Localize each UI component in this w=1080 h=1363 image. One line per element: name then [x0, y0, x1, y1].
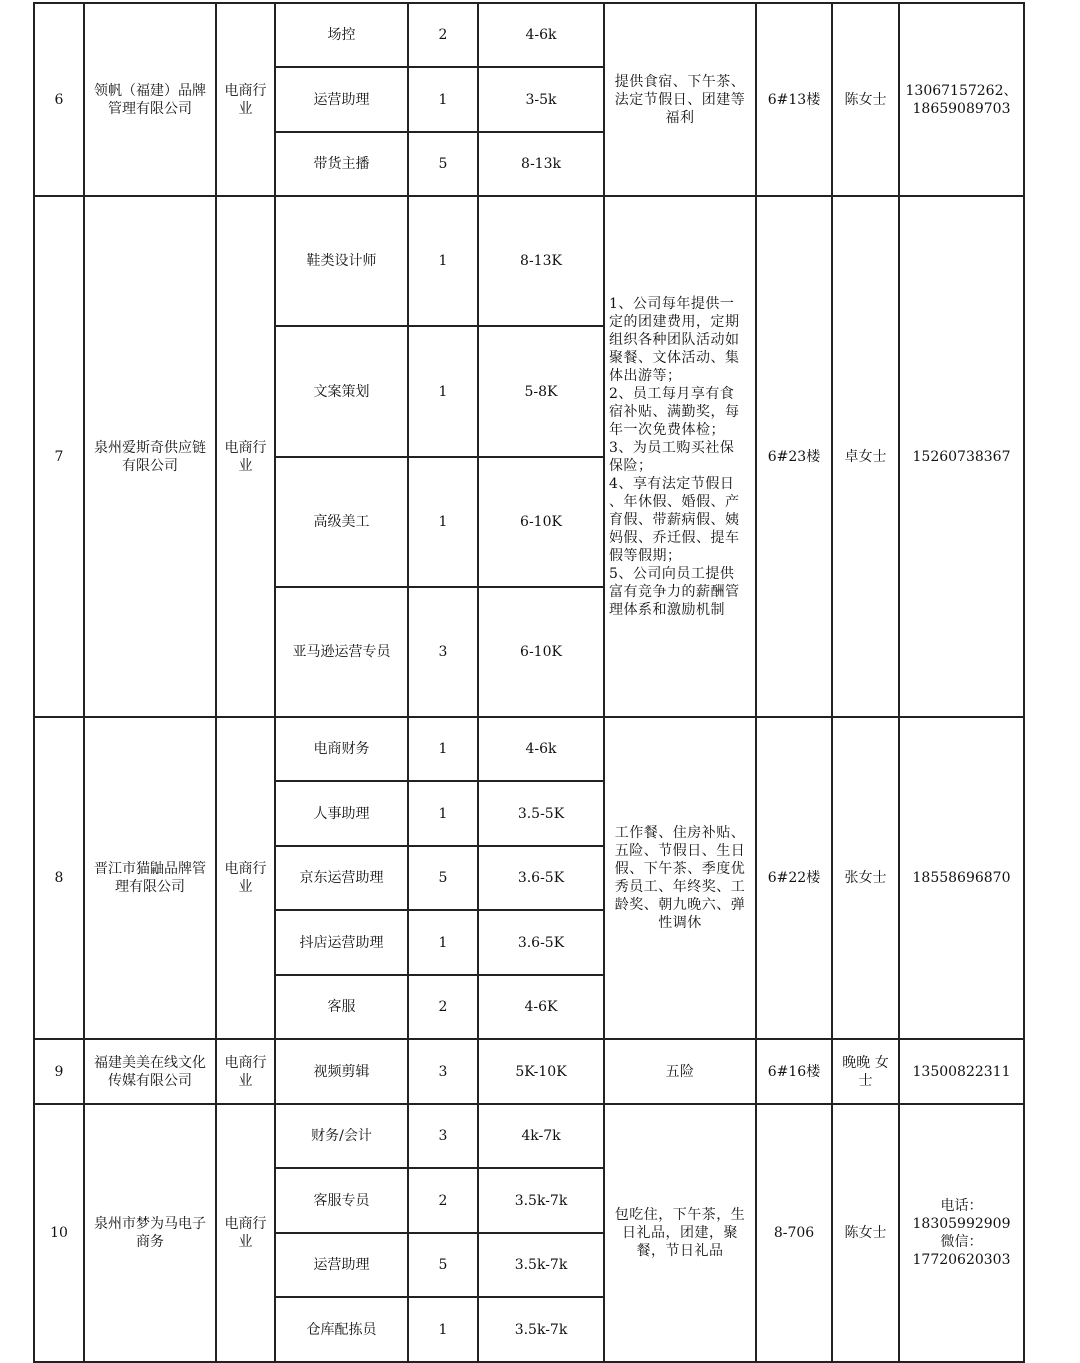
company-index: 9	[34, 1039, 84, 1104]
benefits-line: 五险、节假日、生日	[614, 843, 746, 859]
benefits-line: 法定节假日、团建等	[614, 91, 746, 108]
benefits-line: 育假、带薪病假、姨	[609, 511, 740, 528]
job-salary: 3.5-5K	[478, 781, 604, 846]
table-body	[34, 3, 1024, 1362]
contact-person	[832, 3, 899, 196]
industry-line: 电商行	[224, 82, 267, 99]
contact-phone-line: 17720620303	[912, 1252, 1011, 1268]
job-title: 文案策划	[275, 326, 408, 457]
job-count: 3	[408, 587, 478, 717]
company-name-line: 有限公司	[122, 457, 178, 474]
contact-phone	[899, 196, 1024, 717]
work-location: 8-706	[756, 1104, 832, 1362]
job-title: 鞋类设计师	[275, 196, 408, 326]
work-location: 6#13楼	[756, 3, 832, 196]
table-row	[34, 717, 1024, 781]
company-name	[84, 1039, 216, 1104]
benefits-line: 体出游等；	[609, 367, 682, 384]
benefits-line: 提供食宿、下午茶、	[614, 73, 746, 90]
contact-person	[832, 1104, 899, 1362]
contact-person-line: 晚晚 女	[842, 1054, 889, 1071]
job-count: 3	[408, 1039, 478, 1104]
company-name-line: 泉州爱斯奇供应链	[94, 439, 206, 456]
benefits-line: 假、下午茶、季度优	[614, 861, 746, 877]
company-name-line: 泉州市梦为马电子	[94, 1216, 206, 1232]
benefits	[604, 1039, 756, 1104]
contact-person-line: 卓女士	[844, 448, 887, 465]
company-name-line: 管理有限公司	[108, 100, 192, 117]
job-count: 1	[408, 457, 478, 587]
benefits-line: 5、公司向员工提供	[609, 565, 735, 582]
benefits-line: 宿补贴、满勤奖，每	[609, 403, 740, 420]
job-title: 运营助理	[275, 1233, 408, 1297]
industry	[216, 1104, 275, 1362]
benefits-line: 日礼品，团建，聚	[622, 1225, 738, 1241]
benefits-line: 包吃住，下午茶，生	[614, 1207, 746, 1223]
industry	[216, 196, 275, 717]
job-title: 带货主播	[275, 132, 408, 196]
contact-phone-line: 15260738367	[912, 448, 1011, 465]
work-location: 6#23楼	[756, 196, 832, 717]
job-listing-table	[33, 2, 1025, 1363]
company-name	[84, 1104, 216, 1362]
contact-person-line: 士	[858, 1072, 873, 1089]
benefits-line: 性调休	[658, 915, 702, 931]
job-title: 客服	[275, 975, 408, 1039]
job-count: 5	[408, 846, 478, 910]
job-count: 1	[408, 326, 478, 457]
contact-phone-line: 电话：	[940, 1198, 983, 1214]
job-title: 高级美工	[275, 457, 408, 587]
contact-person-line: 张女士	[844, 870, 887, 886]
job-count: 2	[408, 975, 478, 1039]
contact-person	[832, 196, 899, 717]
benefits	[604, 3, 756, 196]
benefits-line: 组织各种团队活动如	[609, 331, 740, 348]
job-count: 1	[408, 67, 478, 132]
company-name	[84, 3, 216, 196]
contact-phone-line: 13067157262、	[905, 82, 1018, 99]
benefits-line: 假等假期；	[609, 547, 682, 564]
contact-phone-line: 13500822311	[912, 1063, 1011, 1080]
table-row	[34, 1104, 1024, 1168]
benefits-line: 年一次免费体检；	[609, 421, 725, 438]
job-salary: 8-13k	[478, 132, 604, 196]
contact-phone	[899, 717, 1024, 1039]
job-title: 电商财务	[275, 717, 408, 781]
contact-person	[832, 1039, 899, 1104]
job-count: 5	[408, 132, 478, 196]
company-index: 7	[34, 196, 84, 717]
table-row	[34, 1039, 1024, 1104]
contact-phone	[899, 3, 1024, 196]
benefits-line: 1、公司每年提供一	[609, 295, 735, 312]
industry	[216, 717, 275, 1039]
job-title: 视频剪辑	[275, 1039, 408, 1104]
benefits-line: 妈假、乔迁假、提车	[609, 529, 740, 546]
job-count: 2	[408, 3, 478, 67]
job-count: 5	[408, 1233, 478, 1297]
job-count: 1	[408, 1297, 478, 1362]
company-name-line: 晋江市猫鼬品牌管	[94, 861, 206, 877]
company-index: 8	[34, 717, 84, 1039]
company-name	[84, 717, 216, 1039]
contact-person	[832, 717, 899, 1039]
job-salary: 3.5k-7k	[478, 1233, 604, 1297]
job-title: 场控	[275, 3, 408, 67]
job-count: 1	[408, 910, 478, 975]
job-salary: 3-5k	[478, 67, 604, 132]
benefits	[604, 1104, 756, 1362]
contact-phone	[899, 1104, 1024, 1362]
table-row	[34, 3, 1024, 67]
industry-line: 电商行	[224, 1054, 267, 1071]
job-salary: 3.6-5K	[478, 846, 604, 910]
industry-line: 电商行	[224, 861, 267, 877]
job-title: 财务/会计	[275, 1104, 408, 1168]
contact-person-line: 陈女士	[844, 91, 887, 108]
job-salary: 3.5k-7k	[478, 1297, 604, 1362]
job-salary: 4-6k	[478, 717, 604, 781]
job-title: 仓库配拣员	[275, 1297, 408, 1362]
contact-phone-line: 18558696870	[912, 870, 1011, 886]
company-index: 6	[34, 3, 84, 196]
company-name-line: 传媒有限公司	[108, 1072, 192, 1089]
company-name-line: 福建美美在线文化	[94, 1054, 206, 1071]
company-name-line: 领帆（福建）品牌	[94, 82, 206, 99]
industry	[216, 3, 275, 196]
job-title: 运营助理	[275, 67, 408, 132]
benefits-line: 3、为员工购买社保	[609, 439, 735, 456]
benefits-line: 五险	[665, 1063, 695, 1080]
job-title: 客服专员	[275, 1168, 408, 1233]
industry-line: 业	[238, 457, 253, 474]
job-salary: 6-10K	[478, 457, 604, 587]
industry-line: 业	[238, 879, 253, 895]
company-name-line: 商务	[136, 1234, 164, 1250]
industry-line: 业	[238, 1234, 253, 1250]
company-index: 10	[34, 1104, 84, 1362]
work-location: 6#22楼	[756, 717, 832, 1039]
benefits-line: 保险；	[609, 457, 653, 474]
job-salary: 4k-7k	[478, 1104, 604, 1168]
benefits-line: 2、员工每月享有食	[609, 385, 735, 402]
job-salary: 3.5k-7k	[478, 1168, 604, 1233]
job-salary: 4-6k	[478, 3, 604, 67]
benefits-line: 聚餐、文体活动、集	[609, 349, 740, 366]
job-count: 1	[408, 717, 478, 781]
job-salary: 6-10K	[478, 587, 604, 717]
job-count: 1	[408, 781, 478, 846]
job-title: 人事助理	[275, 781, 408, 846]
contact-phone-line: 微信：	[940, 1234, 983, 1250]
company-name-line: 理有限公司	[115, 879, 185, 895]
job-salary: 5-8K	[478, 326, 604, 457]
contact-person-line: 陈女士	[844, 1225, 887, 1241]
industry-line: 电商行	[224, 1216, 267, 1232]
work-location: 6#16楼	[756, 1039, 832, 1104]
benefits-line: 、年休假、婚假、产	[609, 493, 740, 510]
job-count: 1	[408, 196, 478, 326]
benefits	[604, 717, 756, 1039]
benefits-line: 定的团建费用，定期	[609, 313, 740, 330]
industry-line: 电商行	[224, 439, 267, 456]
benefits-line: 富有竞争力的薪酬管	[609, 583, 740, 600]
job-count: 3	[408, 1104, 478, 1168]
benefits-line: 福利	[665, 109, 695, 126]
benefits-line: 工作餐、住房补贴、	[614, 825, 746, 841]
industry-line: 业	[238, 1072, 253, 1089]
job-title: 亚马逊运营专员	[275, 587, 408, 717]
job-title: 抖店运营助理	[275, 910, 408, 975]
contact-phone-line: 18305992909	[912, 1216, 1011, 1232]
industry	[216, 1039, 275, 1104]
benefits-line: 理体系和激励机制	[609, 601, 725, 618]
company-name	[84, 196, 216, 717]
industry-line: 业	[238, 100, 253, 117]
job-count: 2	[408, 1168, 478, 1233]
benefits-line: 秀员工、年终奖、工	[614, 879, 746, 895]
table-row	[34, 196, 1024, 326]
job-salary: 4-6K	[478, 975, 604, 1039]
contact-phone	[899, 1039, 1024, 1104]
job-title: 京东运营助理	[275, 846, 408, 910]
benefits-line: 餐，节日礼品	[636, 1243, 724, 1259]
benefits-line: 龄奖、朝九晚六、弹	[614, 897, 746, 913]
benefits	[604, 196, 756, 717]
job-salary: 8-13K	[478, 196, 604, 326]
contact-phone-line: 18659089703	[912, 100, 1011, 117]
job-salary: 5K-10K	[478, 1039, 604, 1104]
job-salary: 3.6-5K	[478, 910, 604, 975]
benefits-line: 4、享有法定节假日	[609, 475, 735, 492]
